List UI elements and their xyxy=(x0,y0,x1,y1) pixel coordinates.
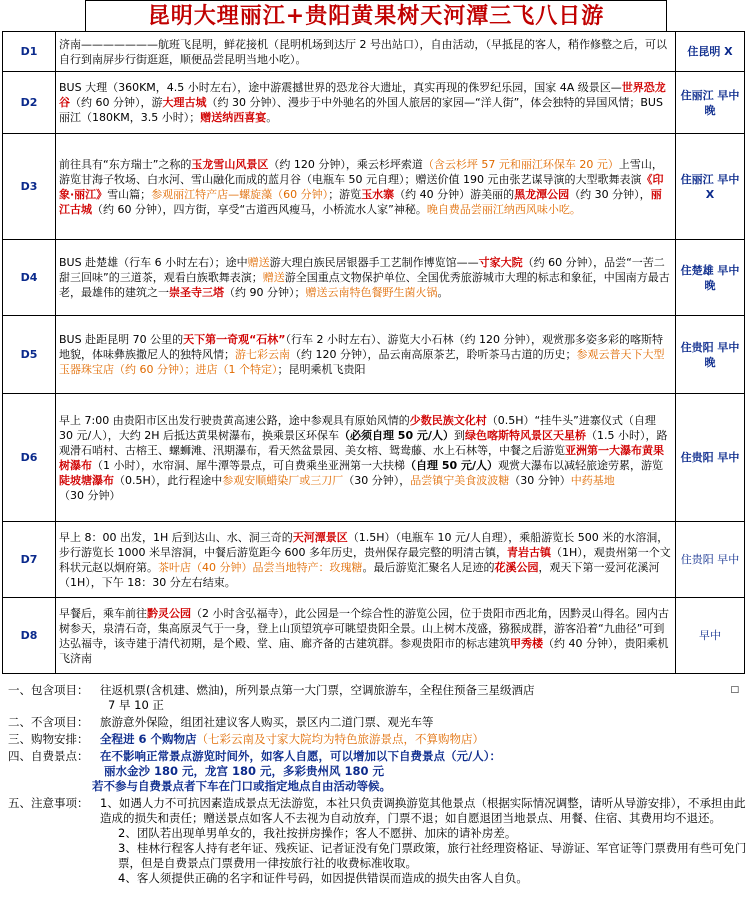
day-label: D7 xyxy=(3,522,56,598)
note-highlight: 参观丽江特产店—螺旋藻（60 分钟） xyxy=(151,187,329,201)
description-text: 。 xyxy=(266,111,278,124)
description-text: （1.5H）（电瓶车 10 元/人自理），乘船游览长 500 米的水溶洞，步行游览长 1000 米旱溶洞，中餐后游览距今 600 多年历史，贵州保存最完整的明清古镇， xyxy=(59,530,669,559)
attraction-highlight: 青岩古镇 xyxy=(506,545,551,559)
note-highlight: 参观云普天下大型玉器珠宝店（约 60 分钟）；进店（1 个特定） xyxy=(59,348,665,376)
description-text: 观赏大瀑布以减轻旅途劳累，游览 xyxy=(497,458,663,472)
description-text: 早上 7:00 由贵阳市区出发行驶贵黄高速公路，途中参观具有原始风情的 xyxy=(59,413,410,427)
note-highlight: （必须自理 50 元/人） xyxy=(338,428,454,442)
description-text: 雪山篇； xyxy=(107,187,152,201)
description-text: （行车 2 小时左右）、游览大小石林（约 120 分钟），观赏那多姿多彩的喀斯特地貌，体味彝族撒尼人的独特风情； xyxy=(59,333,664,361)
attraction-highlight: 花溪公园 xyxy=(494,560,539,574)
day-label: D2 xyxy=(3,72,56,134)
attraction-highlight: 天河潭景区 xyxy=(292,530,348,544)
description-text: （30 分钟）， xyxy=(343,473,411,487)
description-text: （约 60 分钟），游 xyxy=(70,96,163,109)
attraction-highlight: 《印象·丽江》 xyxy=(59,172,664,201)
attention-item: 2、团队若出现单男单女的，我社按拼房操作；客人不愿拼、加床的请补房差。 xyxy=(118,826,517,840)
description-text: （约 30 分钟）、漫步于中外驰名的外国人旅居的家园—“洋人街”，体会独特的异国风情；BUS 丽江（180KM，3.5 小时）； xyxy=(59,96,663,124)
description-text: 游全国重点文物保护单位、全国优秀旅游城市大理的标志和象征，中国南方最古老，最雄伟的建筑之一 xyxy=(59,271,670,299)
day-description xyxy=(56,316,676,394)
attraction-highlight: 寸家大院 xyxy=(478,256,523,269)
description-text: 前往具有“东方瑞士”之称的 xyxy=(59,157,192,171)
day-description xyxy=(56,72,676,134)
description-text: BUS 大理（360KM，4.5 小时左右），途中游震撼世界的恐龙谷大遗址，真实再现的侏罗纪乐园，国家 4A 级景区— xyxy=(59,81,622,94)
description-text: （1.5 小时），路观滑石哨村、古榕王、螺蛳滩、汛期瀑布，看天然盆景园、美女榕、鸳鸯藤、水上石林等，中餐之后游览 xyxy=(59,428,668,457)
attraction-highlight: 少数民族文化村 xyxy=(409,413,487,427)
selfpay-line-2: 丽水金沙 180 元，龙宫 180 元，多彩贵州风 180 元 xyxy=(104,764,385,778)
note-highlight: 晚自费品尝丽江纳西风味小吃。 xyxy=(426,202,581,216)
stay-meals: 住昆明 X xyxy=(676,32,745,72)
itinerary-table xyxy=(2,31,745,674)
day-label: D8 xyxy=(3,598,56,674)
stay-meals: 住楚雄 早中晚 xyxy=(676,240,745,316)
description-text: 游大理白族民居银器手工艺制作博览馆—— xyxy=(269,256,479,269)
note-highlight: （自理 50 元/人） xyxy=(405,458,498,472)
note-highlight: 参观安顺蜡染厂或三刀厂 xyxy=(222,473,344,487)
itinerary-row xyxy=(3,134,745,240)
description-text: 早餐后，乘车前往 xyxy=(59,606,147,620)
description-text: （约 60 分钟），四方街，享受“古道西风瘦马，小桥流水人家”神秘。 xyxy=(92,202,427,216)
description-text: （30 分钟） xyxy=(509,473,571,487)
attraction-highlight: 世界恐龙谷 xyxy=(59,81,666,109)
attention-label: 五、注意事项： xyxy=(8,796,89,810)
day-description xyxy=(56,598,676,674)
notes-section xyxy=(0,683,747,886)
itinerary-row xyxy=(3,394,745,522)
note-highlight: （含云杉坪 57 元和丽江环保车 20 元） xyxy=(422,157,619,171)
attraction-highlight: 大理古城 xyxy=(162,96,207,109)
description-text: （约 40 分钟），贵阳乘机飞济南 xyxy=(59,636,669,665)
attention-item: 1、如遇人力不可抗因素造成景点无法游览，本社只负责调换游览其他景点（根据实际情况调整，请听从导游安排），不承担由此造成的损失和责任；赠送景点如客人不去视为自动放弃，门票不退；如自愿退团当地景点、用餐、住宿、其费用均不退还。 xyxy=(100,796,746,825)
day-label: D1 xyxy=(3,32,56,72)
itinerary-row xyxy=(3,598,745,674)
attention-item: 4、客人须提供正确的名字和证件号码，如因提供错误而造成的损失由客人自负。 xyxy=(118,871,528,885)
shopping-text: 全程进 6 个购物店 xyxy=(100,732,197,746)
page-title: 昆明大理丽江+贵阳黄果树天河潭三飞八日游 xyxy=(85,0,667,31)
include-text: 往返机票(含机建、燃油)，所列景点第一大门票，空调旅游车，全程住预备三星级酒店 xyxy=(100,683,535,697)
description-text: （30 分钟） xyxy=(59,488,121,502)
description-text: （0.5H），此行程途中 xyxy=(114,473,223,487)
description-text: 到 xyxy=(453,428,465,442)
description-text: （约 90 分钟）； xyxy=(224,286,306,299)
attraction-highlight: 玉龙雪山风景区 xyxy=(191,157,269,171)
day-description xyxy=(56,522,676,598)
day-label: D6 xyxy=(3,394,56,522)
note-highlight: 赠送云南特色餐野生菌火锅 xyxy=(305,286,438,299)
notes-attention xyxy=(0,796,747,886)
attraction-highlight: 陡坡塘瀑布 xyxy=(59,473,114,487)
description-text: ；昆明乘机飞贵阳 xyxy=(277,363,366,376)
description-text: 。最后游览汇聚名人足迹的 xyxy=(362,560,495,574)
description-text: BUS 赴距昆明 70 公里的 xyxy=(59,333,184,346)
day-description xyxy=(56,32,676,72)
description-text: （1 小时），水帘洞、犀牛潭等景点，可自费乘坐亚洲第一大扶梯 xyxy=(92,458,405,472)
notes-exclude xyxy=(0,715,747,730)
selfpay-label: 四、自费景点： xyxy=(8,749,89,763)
day-description xyxy=(56,240,676,316)
description-text: ，观天下第一爱河花溪河（1H），下午 18：30 分左右结束。 xyxy=(59,560,660,589)
stay-meals: 住贵阳 早中 xyxy=(676,394,745,522)
description-text: 。 xyxy=(437,286,449,299)
stay-meals: 住丽江 早中 X xyxy=(676,134,745,240)
attraction-highlight: 崇圣寺三塔 xyxy=(169,286,224,299)
description-text: 济南———————航班飞昆明，鲜花接机（昆明机场到达厅 2 号出站口），自由活动，（早抵昆的客人，稍作修整之后，可以自行到南屏步行街逛逛，顺便品尝昆明当地小吃）。 xyxy=(59,37,667,66)
note-highlight: 品尝镇宁美食波波糖 xyxy=(410,473,510,487)
attention-item: 3、桂林行程客人持有老年证、残疾证、记者证没有免门票政策，旅行社经理资格证、导游证、军官证等门票费用有些可免门票，但是自费景点门票费用一律按旅行社的收费标准收取。 xyxy=(118,841,747,870)
description-text: ；游览 xyxy=(328,187,362,201)
day-description xyxy=(56,134,676,240)
itinerary-row xyxy=(3,72,745,134)
day-description xyxy=(56,394,676,522)
description-text: 早上 8：00 出发，1H 后到达山、水、洞三奇的 xyxy=(59,530,293,544)
include-text-2: 7 早 10 正 xyxy=(108,698,164,712)
description-text: BUS 赴楚雄（行车 6 小时左右）；途中 xyxy=(59,256,248,269)
itinerary-row xyxy=(3,316,745,394)
shopping-note: （七彩云南及寸家大院均为特色旅游景点，不算购物店） xyxy=(196,732,485,746)
itinerary-row xyxy=(3,522,745,598)
attraction-highlight: 赠送纳西喜宴 xyxy=(200,111,267,124)
selfpay-line-3: 若不参与自费景点者下车在门口或指定地点自由活动等候。 xyxy=(92,779,391,793)
include-label: 一、包含项目： xyxy=(8,683,89,697)
notes-selfpay xyxy=(0,749,747,794)
attraction-highlight: 丽江古城 xyxy=(59,187,662,216)
attraction-highlight: 亚洲第一大瀑布黄果树瀑布 xyxy=(59,443,664,472)
itinerary-row xyxy=(3,32,745,72)
note-highlight: 中药基地 xyxy=(570,473,615,487)
checkbox-icon: □ xyxy=(730,685,739,695)
stay-meals: 住贵阳 早中晚 xyxy=(676,316,745,394)
note-highlight: 游七彩云南 xyxy=(235,348,290,361)
description-text: （0.5H）“挂牛头”进寨仪式（自理 30 元/人），大约 2H 后抵达黄果树瀑布，换乘景区环保车 xyxy=(59,413,656,442)
day-label: D4 xyxy=(3,240,56,316)
description-text: （2 小时含弘福寺），此公园是一个综合性的游览公园，位于贵阳市西北角，因黔灵山得名。园内古树参天，泉清石奇，集高原灵气于一身，登上山顶望筑亭可眺望贵阳全景。山上树木茂盛，猕猴成群，游客沿着“九曲径”可到达弘福寺，该寺建于清代初期，是个殿、堂、庙、廊齐备的古建筑群。参观贵阳市的标志建筑 xyxy=(59,606,669,650)
shopping-label: 三、购物安排： xyxy=(8,732,89,746)
description-text: （1H），观贵州第一个文科状元赵以炯府第。 xyxy=(59,545,671,574)
stay-meals: 早中 xyxy=(676,598,745,674)
attraction-highlight: 黑龙潭公园 xyxy=(514,187,570,201)
attraction-highlight: 玉水寨 xyxy=(361,187,395,201)
description-text: （约 30 分钟）， xyxy=(569,187,651,201)
note-highlight: 赠送 xyxy=(247,256,270,269)
description-text: （约 120 分钟），品云南高原茶艺，聆听茶马古道的历史； xyxy=(290,348,577,361)
description-text: （约 120 分钟），乘云杉坪索道 xyxy=(268,157,423,171)
notes-shopping xyxy=(0,732,747,747)
attraction-highlight: 天下第一奇观“石林” xyxy=(183,333,286,346)
itinerary-row xyxy=(3,240,745,316)
description-text: （约 60 分钟），品尝“一苦二甜三回味”的三道茶，观看白族歌舞表演； xyxy=(59,256,665,284)
selfpay-line-1: 在不影响正常景点游览时间外，如客人自愿，可以增加以下自费景点（元/人）： xyxy=(100,749,501,763)
note-highlight: 茶叶店（40 分钟）品尝当地特产：玫瑰糖 xyxy=(158,560,363,574)
attraction-highlight: 甲秀楼 xyxy=(510,636,543,650)
stay-meals: 住贵阳 早中 xyxy=(676,522,745,598)
note-highlight: 赠送 xyxy=(262,271,285,284)
description-text: （约 40 分钟）游美丽的 xyxy=(394,187,515,201)
description-text: 上雪山，游览甘海子牧场、白水河、雪山融化而成的蓝月谷（电瓶车 50 元自理）；赠送价值 190 元由张艺谋导演的大型歌舞表演 xyxy=(59,157,663,186)
exclude-text: 旅游意外保险，组团社建议客人购买，景区内二道门票、观光车等 xyxy=(100,715,434,729)
day-label: D3 xyxy=(3,134,56,240)
notes-include xyxy=(0,683,747,713)
attraction-highlight: 绿色喀斯特风景区天星桥 xyxy=(464,428,586,442)
attraction-highlight: 黔灵公园 xyxy=(147,606,191,620)
stay-meals: 住丽江 早中晚 xyxy=(676,72,745,134)
exclude-label: 二、不含项目： xyxy=(8,715,89,729)
day-label: D5 xyxy=(3,316,56,394)
